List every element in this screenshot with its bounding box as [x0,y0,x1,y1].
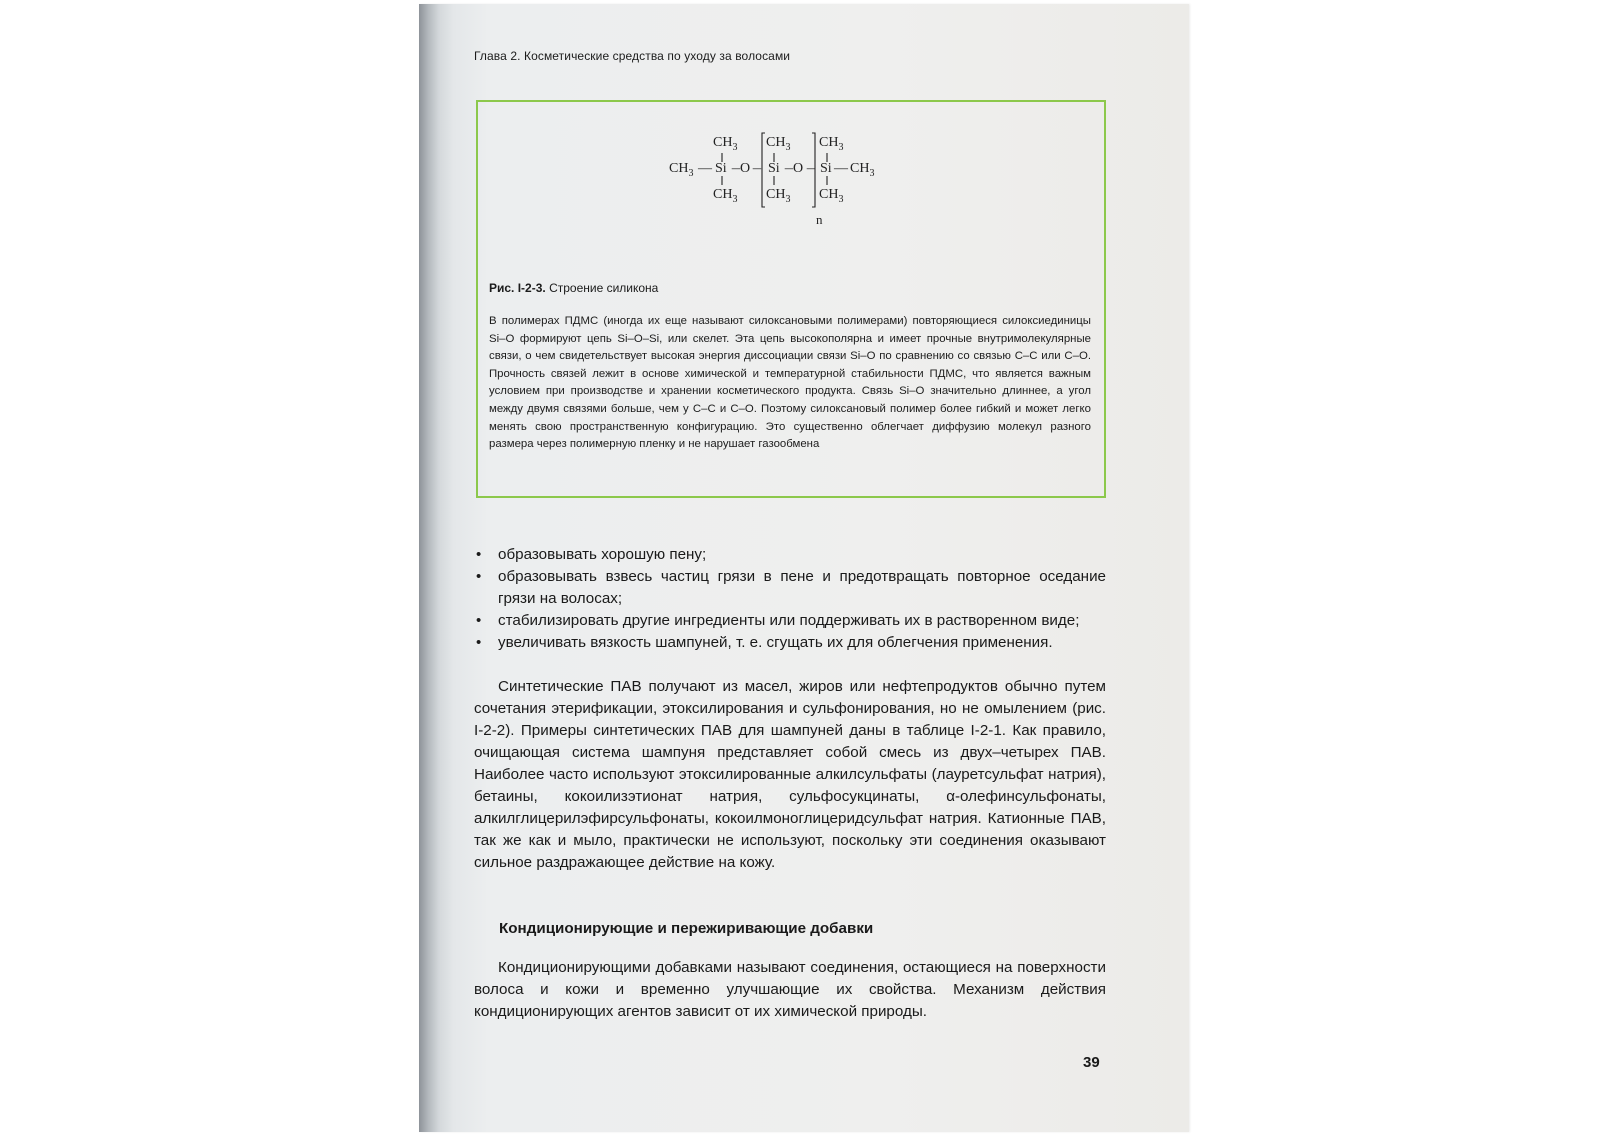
bullet-marker: • [476,568,482,585]
body-paragraph-2: Кондиционирующими добавками называют соединения, остающиеся на поверхности волоса и кожи и временно улучшающие их свойства. Механизм действия кондиционирующих агентов зависит от их химической природы. [474,959,1106,1020]
formula-bond-1: — [698,161,712,176]
formula-bond-5: — [806,161,816,176]
bullet-marker: • [476,546,482,563]
formula-bond-6: — [834,161,848,176]
formula-ch3-top-2: $CH_3$ [766,135,791,153]
running-head: Глава 2. Косметические средства по уходу за волосами [474,49,791,63]
body-paragraph-1: Синтетические ПАВ получают из масел, жиров или нефтепродуктов обычно путем сочетания этерификации, этоксилирования и сульфонирования, но не омылением (рис. I-2-2). Примеры синтетических ПАВ для шампуней даны в таблице I-2-1. Как правило, очищающая система шампуня представляет собой смесь из двух–четырех ПАВ. Наиболее часто используют этоксилированные алкилсульфаты (лауретсульфат натрия), бетаины, кокоилизэтионат натрия, сульфосукцинаты, α-олефинсульфонаты, алкилглицерилэфирсульфонаты, кокоилмоноглицеридсульфат натрия. Катионные ПАВ, так же как и мыло, практически не используют, поскольку эти соединения оказывают сильное раздражающее действие на кожу. [474,678,1106,871]
formula-si-1: Si [715,161,727,176]
formula-si-3: Si [820,161,832,176]
figure-description: В полимерах ПДМС (иногда их еще называют силоксановыми полимерами) повторяющиеся силоксиединицы Si–O формируют цепь Si–O–Si, или скелет. Эта цепь высокополярна и имеет прочные внутримолекулярные связи, о чем свидетельствует высокая энергия диссоциации связи Si–O по сравнению со связью С–С или С–О. Прочность связей лежит в основе химической и температурной стабильности ПДМС, что является важным условием при производстве и хранении косметического продукта. Связь Si–O значительно длиннее, а угол между двумя связями больше, чем у С–С и С–О. Поэтому силоксановый полимер более гибкий и может легко менять свою пространственную конфигурацию. Это существенно облегчает диффузию молекул разного размера через полимерную пленку и не нарушает газообмена [489,315,1091,451]
list-item: • увеличивать вязкость шампуней, т. е. сгущать их для облегчения применения. [474,632,1106,654]
formula-ch3-bottom-3: $CH_3$ [819,187,844,205]
formula-ch3-bottom-2: $CH_3$ [766,187,791,205]
page-number: 39 [1083,1054,1100,1071]
formula-si-2: Si [768,161,780,176]
list-item: • образовывать взвесь частиц грязи в пене и предотвращать повторное оседание грязи на волосах; [476,568,1106,607]
formula-ch3-left: $CH_3$ [669,161,694,179]
figure-caption [489,281,658,295]
figure-caption-text: Строение силикона [545,281,659,295]
figure-caption-label: Рис. I-2-3. [489,281,546,295]
list-item: • стабилизировать другие ингредиенты или поддерживать их в растворенном виде; [474,610,1106,632]
formula-o-1: O [740,161,751,176]
bullet-marker: • [476,612,482,629]
section-title: Кондиционирующие и пережиривающие добавки [499,920,874,937]
formula-repeat-index: n [816,212,823,227]
bullet-list [474,544,1106,654]
formula-o-2: O [793,161,804,176]
formula-ch3-bottom-1: $CH_3$ [713,187,738,205]
formula-ch3-top-3: $CH_3$ [819,135,844,153]
list-item: • образовывать хорошую пену; [474,544,1106,566]
formula-bond-3: — [752,161,762,176]
formula-bond-2: — [731,161,741,176]
bullet-marker: • [476,634,482,651]
silicone-structure-formula [669,130,912,245]
formula-ch3-right: $CH_3$ [850,161,875,179]
formula-bond-4: — [784,161,794,176]
formula-ch3-top-1: $CH_3$ [713,135,738,153]
